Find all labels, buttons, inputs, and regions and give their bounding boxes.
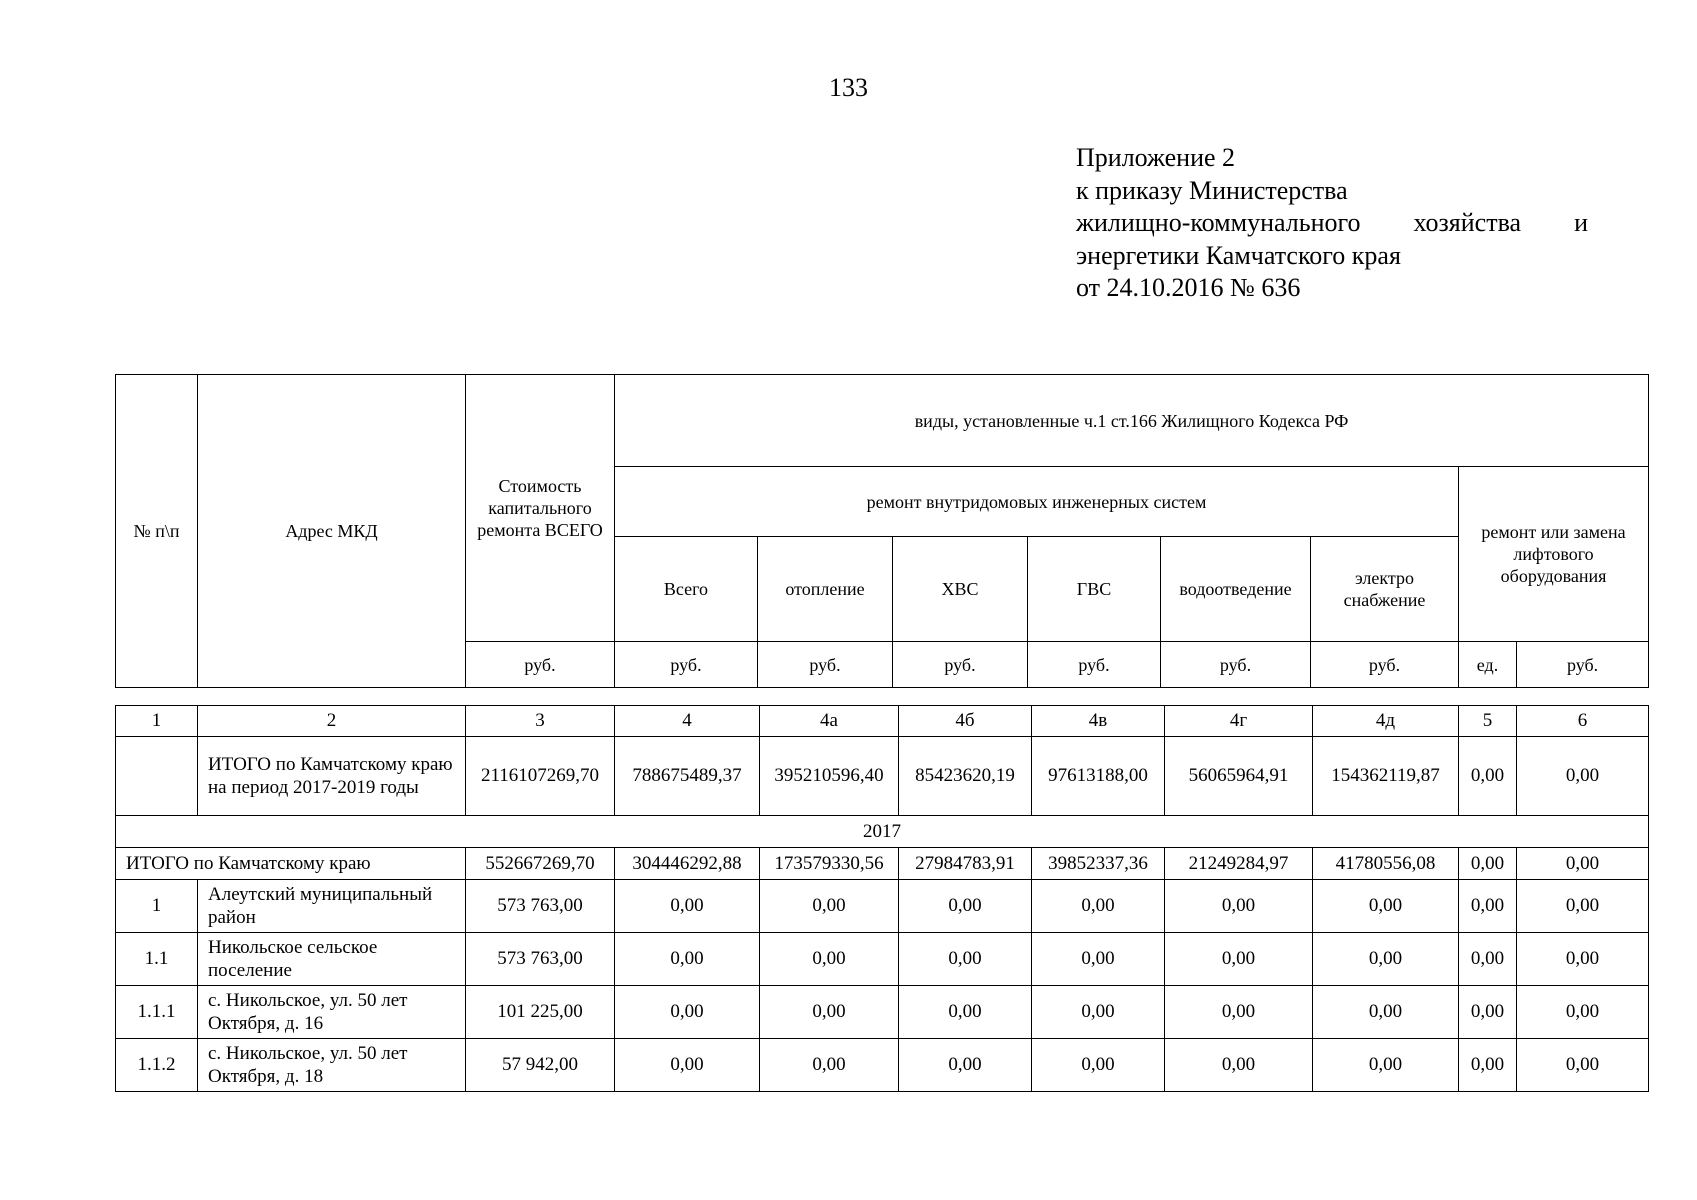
header-heating: отопление <box>758 537 893 642</box>
table-cell: 0,00 <box>1313 986 1459 1039</box>
table-cell: 154362119,87 <box>1313 737 1459 816</box>
unit-cell: руб. <box>1028 642 1161 688</box>
table-row <box>116 933 1649 986</box>
table-cell: 0,00 <box>615 880 760 933</box>
table-cell: 0,00 <box>760 986 899 1039</box>
column-number: 4д <box>1313 706 1459 737</box>
table-cell: 21249284,97 <box>1165 848 1313 880</box>
table-cell: 0,00 <box>760 880 899 933</box>
table-cell: 0,00 <box>1165 880 1313 933</box>
table-cell: 0,00 <box>1517 880 1649 933</box>
table-cell: 0,00 <box>1313 933 1459 986</box>
unit-cell: руб. <box>893 642 1028 688</box>
row-address: с. Никольское, ул. 50 лет Октября, д. 16 <box>198 986 466 1039</box>
column-number: 4г <box>1165 706 1313 737</box>
column-number-row <box>116 706 1649 737</box>
appendix-line-3-word-2: хозяйства <box>1413 208 1522 237</box>
column-number: 3 <box>466 706 615 737</box>
header-all: Всего <box>615 537 758 642</box>
header-address: Адрес МКД <box>198 375 466 688</box>
year-label: 2017 <box>116 816 1649 848</box>
column-number: 4б <box>899 706 1032 737</box>
header-hot-water: ГВС <box>1028 537 1161 642</box>
table-cell: 0,00 <box>615 1039 760 1092</box>
column-number: 4 <box>615 706 760 737</box>
unit-cell: руб. <box>1161 642 1311 688</box>
unit-cell: руб. <box>466 642 615 688</box>
appendix-order-date: от 24.10.2016 № 636 <box>1076 273 1301 302</box>
grand-total-label: ИТОГО по Камчатскому краю на период 2017-2019 годы <box>198 737 466 816</box>
table-row <box>116 1039 1649 1092</box>
table-cell: 0,00 <box>1517 737 1649 816</box>
appendix-line-3 <box>1076 207 1588 240</box>
header-sewerage: водоотведение <box>1161 537 1311 642</box>
table-cell: 552667269,70 <box>466 848 615 880</box>
table-cell: 97613188,00 <box>1032 737 1165 816</box>
header-electric: электро снабжение <box>1311 537 1459 642</box>
appendix-title: Приложение 2 <box>1076 143 1236 172</box>
table-cell: 0,00 <box>899 933 1032 986</box>
table-cell: 0,00 <box>1032 880 1165 933</box>
table-cell: 57 942,00 <box>466 1039 615 1092</box>
table-cell: 0,00 <box>1032 1039 1165 1092</box>
grand-total-row <box>116 737 1649 816</box>
table-cell: 85423620,19 <box>899 737 1032 816</box>
header-types: виды, установленные ч.1 ст.166 Жилищного Кодекса РФ <box>615 375 1649 467</box>
table-cell: 573 763,00 <box>466 933 615 986</box>
appendix-block <box>1076 142 1588 305</box>
table-row <box>116 986 1649 1039</box>
header-lift: ремонт или замена лифтового оборудования <box>1459 467 1649 642</box>
year-total-label: ИТОГО по Камчатскому краю <box>116 848 466 880</box>
table-cell: 27984783,91 <box>899 848 1032 880</box>
table-cell: 0,00 <box>1517 848 1649 880</box>
table-cell: 0,00 <box>1032 986 1165 1039</box>
table-cell: 0,00 <box>899 1039 1032 1092</box>
table-cell: 0,00 <box>1313 1039 1459 1092</box>
table-cell: 573 763,00 <box>466 880 615 933</box>
row-address: Алеутский муниципальный район <box>198 880 466 933</box>
row-address: с. Никольское, ул. 50 лет Октября, д. 18 <box>198 1039 466 1092</box>
column-number: 1 <box>116 706 198 737</box>
table-cell: 0,00 <box>615 986 760 1039</box>
table-cell: 0,00 <box>1459 737 1517 816</box>
column-number: 4а <box>760 706 899 737</box>
table-cell: 0,00 <box>899 880 1032 933</box>
table-cell: 0,00 <box>1313 880 1459 933</box>
table-cell: 101 225,00 <box>466 986 615 1039</box>
appendix-line-3-word-1: жилищно-коммунального <box>1076 208 1361 237</box>
table-cell: 56065964,91 <box>1165 737 1313 816</box>
table-row <box>116 880 1649 933</box>
header-cost-total: Стоимость капитального ремонта ВСЕГО <box>466 375 615 642</box>
row-number: 1 <box>116 880 198 933</box>
table-cell: 788675489,37 <box>615 737 760 816</box>
row-address: Никольское сельское поселение <box>198 933 466 986</box>
table-cell: 0,00 <box>1459 1039 1517 1092</box>
table-cell: 0,00 <box>760 933 899 986</box>
table-cell: 0,00 <box>1517 986 1649 1039</box>
table-cell <box>116 737 198 816</box>
table-cell: 0,00 <box>1459 933 1517 986</box>
row-number: 1.1.1 <box>116 986 198 1039</box>
row-number: 1.1 <box>116 933 198 986</box>
table-cell: 0,00 <box>1165 1039 1313 1092</box>
year-total-row <box>116 848 1649 880</box>
unit-cell: ед. <box>1459 642 1517 688</box>
table-cell: 0,00 <box>1459 848 1517 880</box>
table-cell: 41780556,08 <box>1313 848 1459 880</box>
table-cell: 2116107269,70 <box>466 737 615 816</box>
table-cell: 0,00 <box>899 986 1032 1039</box>
year-row <box>116 816 1649 848</box>
header-num: № п\п <box>116 375 198 688</box>
unit-cell: руб. <box>615 642 758 688</box>
table-cell: 0,00 <box>1165 986 1313 1039</box>
unit-cell: руб. <box>758 642 893 688</box>
appendix-line-2: к приказу Министерства <box>1076 175 1348 205</box>
table-cell: 0,00 <box>1459 986 1517 1039</box>
page-number: 133 <box>829 73 868 102</box>
table-cell: 395210596,40 <box>760 737 899 816</box>
table-cell: 0,00 <box>1032 933 1165 986</box>
row-number: 1.1.2 <box>116 1039 198 1092</box>
unit-cell: руб. <box>1311 642 1459 688</box>
header-cold-water: ХВС <box>893 537 1028 642</box>
header-engineering: ремонт внутридомовых инженерных систем <box>615 467 1459 537</box>
table-cell: 39852337,36 <box>1032 848 1165 880</box>
appendix-line-3-word-3: и <box>1574 208 1588 237</box>
table-cell: 0,00 <box>760 1039 899 1092</box>
appendix-line-4: энергетики Камчатского края <box>1076 240 1401 270</box>
table-cell: 304446292,88 <box>615 848 760 880</box>
table-cell: 0,00 <box>1459 880 1517 933</box>
column-number: 5 <box>1459 706 1517 737</box>
table-cell: 0,00 <box>615 933 760 986</box>
data-table <box>115 705 1649 1092</box>
unit-cell: руб. <box>1517 642 1649 688</box>
table-cell: 0,00 <box>1517 1039 1649 1092</box>
column-number: 4в <box>1032 706 1165 737</box>
column-number: 6 <box>1517 706 1649 737</box>
table-cell: 0,00 <box>1517 933 1649 986</box>
table-cell: 0,00 <box>1165 933 1313 986</box>
header-table <box>115 374 1649 688</box>
column-number: 2 <box>198 706 466 737</box>
table-cell: 173579330,56 <box>760 848 899 880</box>
